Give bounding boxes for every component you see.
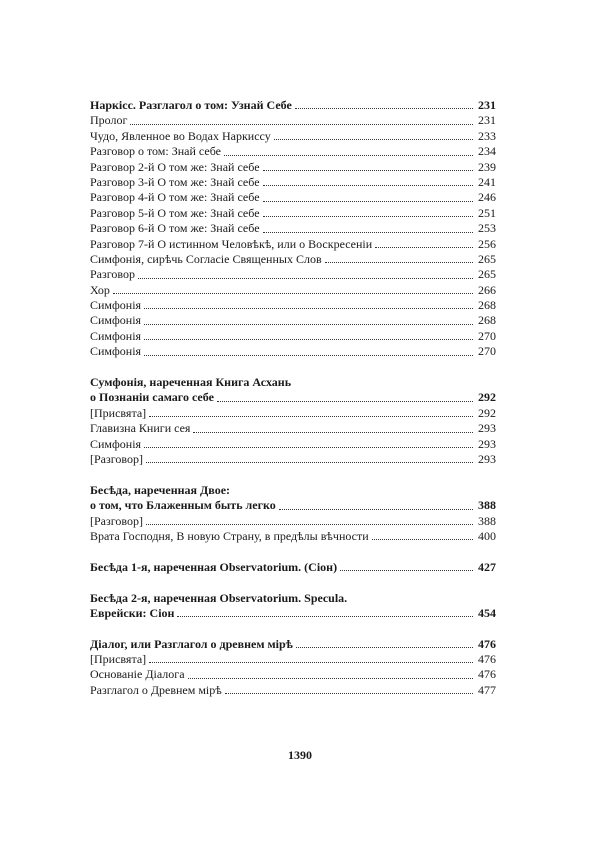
toc-entry-title: Бесѣда, нареченная Двое: [90,482,231,497]
page-number: 1390 [288,748,312,762]
dot-leader [225,692,473,694]
toc-entry[interactable] [90,252,496,267]
section-gap [90,544,496,559]
toc-heading [90,591,496,606]
dot-leader [372,538,473,540]
toc-entry-page: 292 [478,405,496,420]
toc-entry-title: Бесѣда 2-я, нареченная Observatorium. Specula. [90,590,348,605]
dot-leader [263,184,473,186]
toc-entry-title: Діалог, или Разглагол о древнем мірѣ [90,636,293,651]
dot-leader [146,461,473,463]
section-gap [90,467,496,482]
toc-entry-title: [Разговор] [90,451,143,466]
dot-leader [296,646,473,648]
toc-entry[interactable] [90,298,496,313]
toc-entry-page: 388 [478,513,496,528]
toc-entry[interactable] [90,606,496,621]
toc-entry[interactable] [90,652,496,667]
dot-leader [188,677,473,679]
toc-entry[interactable] [90,206,496,221]
toc-entry-page: 231 [478,98,496,112]
toc-entry-title: [Разговор] [90,513,143,528]
dot-leader [144,354,473,356]
toc-entry[interactable] [90,144,496,159]
toc-entry-page: 233 [478,128,496,143]
dot-leader [113,292,473,294]
toc-entry[interactable] [90,498,496,513]
dot-leader [144,338,473,340]
toc-entry[interactable] [90,313,496,328]
toc-entry[interactable] [90,129,496,144]
toc-entry[interactable] [90,221,496,236]
table-of-contents [90,98,496,698]
toc-entry-page: 476 [478,652,496,667]
dot-leader [279,508,473,510]
toc-entry[interactable] [90,683,496,698]
dot-leader [144,307,473,309]
toc-entry-title: Разговор 5-й О том же: Знай себе [90,205,260,220]
toc-entry-page: 293 [478,451,496,466]
dot-leader [274,138,473,140]
toc-entry-page: 241 [478,174,496,189]
toc-entry-title: Сумфонія, нареченная Книга Асхань [90,375,292,390]
dot-leader [263,231,473,233]
toc-entry[interactable] [90,344,496,359]
dot-leader [149,415,473,417]
dot-leader [177,615,473,617]
toc-entry-title: Симфонія [90,313,142,328]
toc-entry-page: 266 [478,282,496,297]
toc-entry-title: Чудо, Явленное во Водах Наркиссу [90,128,271,143]
toc-entry[interactable] [90,667,496,682]
toc-entry[interactable] [90,406,496,421]
toc-entry[interactable] [90,560,496,575]
toc-entry-title: Симфонія [90,436,142,451]
toc-entry-title: Разговор 2-й О том же: Знай себе [90,159,260,174]
toc-entry-page: 476 [478,636,496,651]
toc-entry-page: 256 [478,236,496,251]
toc-entry-title: Хор [90,282,110,297]
toc-entry-page: 251 [478,205,496,220]
toc-entry-title: Пролог [90,113,128,128]
toc-entry-title: о том, что Блаженным быть легко [90,498,276,513]
toc-entry-page: 270 [478,344,496,359]
toc-entry[interactable] [90,514,496,529]
toc-entry-page: 234 [478,144,496,159]
toc-entry-title: Основаніе Діалога [90,667,185,682]
toc-entry-title: Разговор 4-й О том же: Знай себе [90,190,260,205]
toc-entry-title: Еврейски: Сіон [90,605,175,620]
toc-entry-title: [Присвята] [90,405,147,420]
dot-leader [263,200,473,202]
toc-entry-page: 477 [478,682,496,697]
dot-leader [144,323,473,325]
toc-entry[interactable] [90,529,496,544]
dot-leader [295,107,473,109]
toc-entry-page: 293 [478,421,496,436]
toc-entry-page: 239 [478,159,496,174]
toc-entry-page: 268 [478,313,496,328]
toc-entry[interactable] [90,190,496,205]
dot-leader [375,246,473,248]
section-gap [90,575,496,590]
toc-entry[interactable] [90,283,496,298]
toc-entry-title: Бесѣда 1-я, нареченная Observatorium. (Сіон) [90,559,338,574]
toc-entry-page: 265 [478,251,496,266]
toc-entry-page: 231 [478,113,496,128]
dot-leader [263,169,473,171]
toc-entry-page: 265 [478,267,496,282]
toc-entry-title: Разговор о том: Знай себе [90,144,221,159]
toc-entry-title: Разговор [90,267,135,282]
toc-entry-title: Симфонія [90,298,142,313]
toc-entry-page: 454 [478,605,496,620]
section-gap [90,360,496,375]
toc-entry[interactable] [90,437,496,452]
dot-leader [224,154,473,156]
toc-entry[interactable] [90,175,496,190]
toc-entry[interactable] [90,267,496,282]
dot-leader [144,446,473,448]
toc-entry-title: Симфонія [90,328,142,343]
dot-leader [146,523,473,525]
toc-entry-page: 292 [478,390,496,405]
toc-entry-title: Главизна Книги сея [90,421,191,436]
toc-heading [90,375,496,390]
toc-entry[interactable] [90,237,496,252]
toc-entry-page: 427 [478,559,496,574]
toc-entry-title: Разглагол о Древнем мірѣ [90,682,222,697]
toc-entry-page: 476 [478,667,496,682]
toc-entry-page: 293 [478,436,496,451]
toc-heading [90,483,496,498]
toc-entry[interactable] [90,390,496,405]
dot-leader [130,123,473,125]
toc-entry[interactable] [90,98,496,113]
toc-entry-title: Разговор 6-й О том же: Знай себе [90,221,260,236]
toc-entry[interactable] [90,421,496,436]
toc-entry-title: Наркісс. Разглагол о том: Узнай Себе [90,98,292,112]
dot-leader [149,661,473,663]
toc-entry[interactable] [90,452,496,467]
dot-leader [217,400,473,402]
dot-leader [138,277,473,279]
toc-entry[interactable] [90,329,496,344]
toc-entry-title: Врата Господня, В новую Страну, в предѣлы вѣчности [90,528,369,543]
toc-entry-page: 246 [478,190,496,205]
toc-entry-title: Симфонія [90,344,142,359]
dot-leader [325,261,473,263]
toc-entry-page: 268 [478,298,496,313]
dot-leader [193,431,473,433]
toc-entry-title: Разговор 3-й О том же: Знай себе [90,174,260,189]
toc-entry-page: 270 [478,328,496,343]
toc-entry-title: Разговор 7-й О истинном Человѣкѣ, или о Воскресеніи [90,236,373,251]
toc-entry[interactable] [90,637,496,652]
toc-entry-page: 400 [478,528,496,543]
section-gap [90,621,496,636]
toc-entry-page: 388 [478,498,496,513]
toc-entry[interactable] [90,160,496,175]
toc-entry[interactable] [90,113,496,128]
toc-entry-title: [Присвята] [90,652,147,667]
dot-leader [263,215,473,217]
toc-entry-title: о Познаніи самаго себе [90,390,214,405]
toc-entry-page: 253 [478,221,496,236]
toc-entry-title: Симфонія, сирѣчь Согласіе Священных Слов [90,251,322,266]
dot-leader [340,569,473,571]
